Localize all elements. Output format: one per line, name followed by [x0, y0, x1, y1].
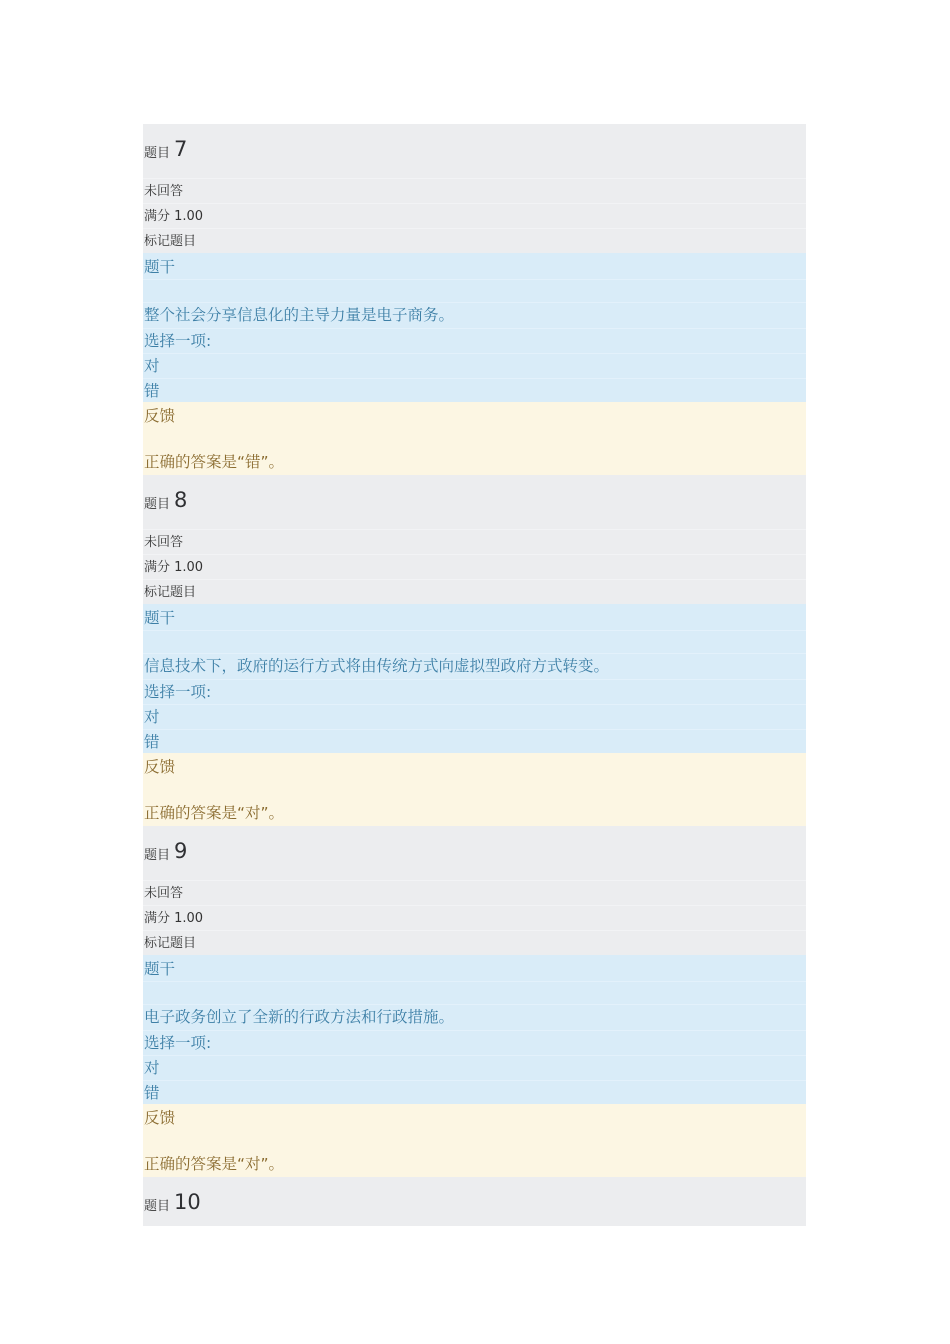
question-number-row [143, 475, 806, 529]
correct-answer-text: 正确的答案是“对”。 [144, 1155, 285, 1173]
question-number-row [143, 1177, 806, 1231]
question-score: 满分 1.00 [143, 554, 806, 579]
flag-question-link[interactable]: 标记题目 [143, 930, 806, 955]
option-true[interactable]: 对 [143, 353, 806, 378]
question-stem [143, 604, 806, 753]
question-number: 7 [174, 137, 188, 161]
question-stem [143, 253, 806, 402]
question-text: 电子政务创立了全新的行政方法和行政措施。 [143, 1004, 806, 1030]
question-number: 8 [174, 488, 188, 512]
question-stem [143, 955, 806, 1104]
question-score: 满分 1.00 [143, 905, 806, 930]
feedback-spacer [143, 779, 806, 801]
option-false[interactable]: 错 [143, 729, 806, 753]
stem-spacer [143, 981, 806, 1004]
question-status: 未回答 [143, 178, 806, 203]
option-false[interactable]: 错 [143, 378, 806, 402]
option-false[interactable]: 错 [143, 1080, 806, 1104]
option-true[interactable]: 对 [143, 704, 806, 729]
question-prefix: 题目 [144, 848, 171, 863]
question-info [143, 124, 806, 253]
question-info [143, 475, 806, 604]
question-number: 9 [174, 839, 188, 863]
question-info [143, 1177, 806, 1226]
question-info [143, 826, 806, 955]
question-prefix: 题目 [144, 1199, 171, 1214]
feedback-header: 反馈 [144, 1109, 176, 1127]
feedback-panel [143, 402, 806, 475]
flag-question-link[interactable]: 标记题目 [143, 228, 806, 253]
question-number-row [143, 826, 806, 880]
feedback-header: 反馈 [144, 758, 176, 776]
feedback-spacer [143, 428, 806, 450]
quiz-review-page [143, 124, 806, 1226]
question-block [143, 826, 806, 1177]
question-prefix: 题目 [144, 497, 171, 512]
stem-spacer [143, 279, 806, 302]
question-score: 满分 1.00 [143, 203, 806, 228]
question-status: 未回答 [143, 880, 806, 905]
option-true[interactable]: 对 [143, 1055, 806, 1080]
choose-one-prompt: 选择一项: [143, 1030, 806, 1055]
question-block [143, 475, 806, 826]
flag-question-link[interactable]: 标记题目 [143, 579, 806, 604]
feedback-header: 反馈 [144, 407, 176, 425]
choose-one-prompt: 选择一项: [143, 679, 806, 704]
stem-spacer [143, 630, 806, 653]
question-prefix: 题目 [144, 146, 171, 161]
question-text: 信息技术下，政府的运行方式将由传统方式向虚拟型政府方式转变。 [143, 653, 806, 679]
question-text: 整个社会分享信息化的主导力量是电子商务。 [143, 302, 806, 328]
question-block [143, 124, 806, 475]
correct-answer-text: 正确的答案是“对”。 [144, 804, 285, 822]
question-number: 10 [174, 1190, 201, 1214]
feedback-spacer [143, 1130, 806, 1152]
feedback-panel [143, 753, 806, 826]
stem-header: 题干 [144, 258, 176, 276]
stem-header: 题干 [144, 960, 176, 978]
correct-answer-text: 正确的答案是“错”。 [144, 453, 285, 471]
question-status: 未回答 [143, 529, 806, 554]
question-number-row [143, 124, 806, 178]
feedback-panel [143, 1104, 806, 1177]
stem-header: 题干 [144, 609, 176, 627]
choose-one-prompt: 选择一项: [143, 328, 806, 353]
